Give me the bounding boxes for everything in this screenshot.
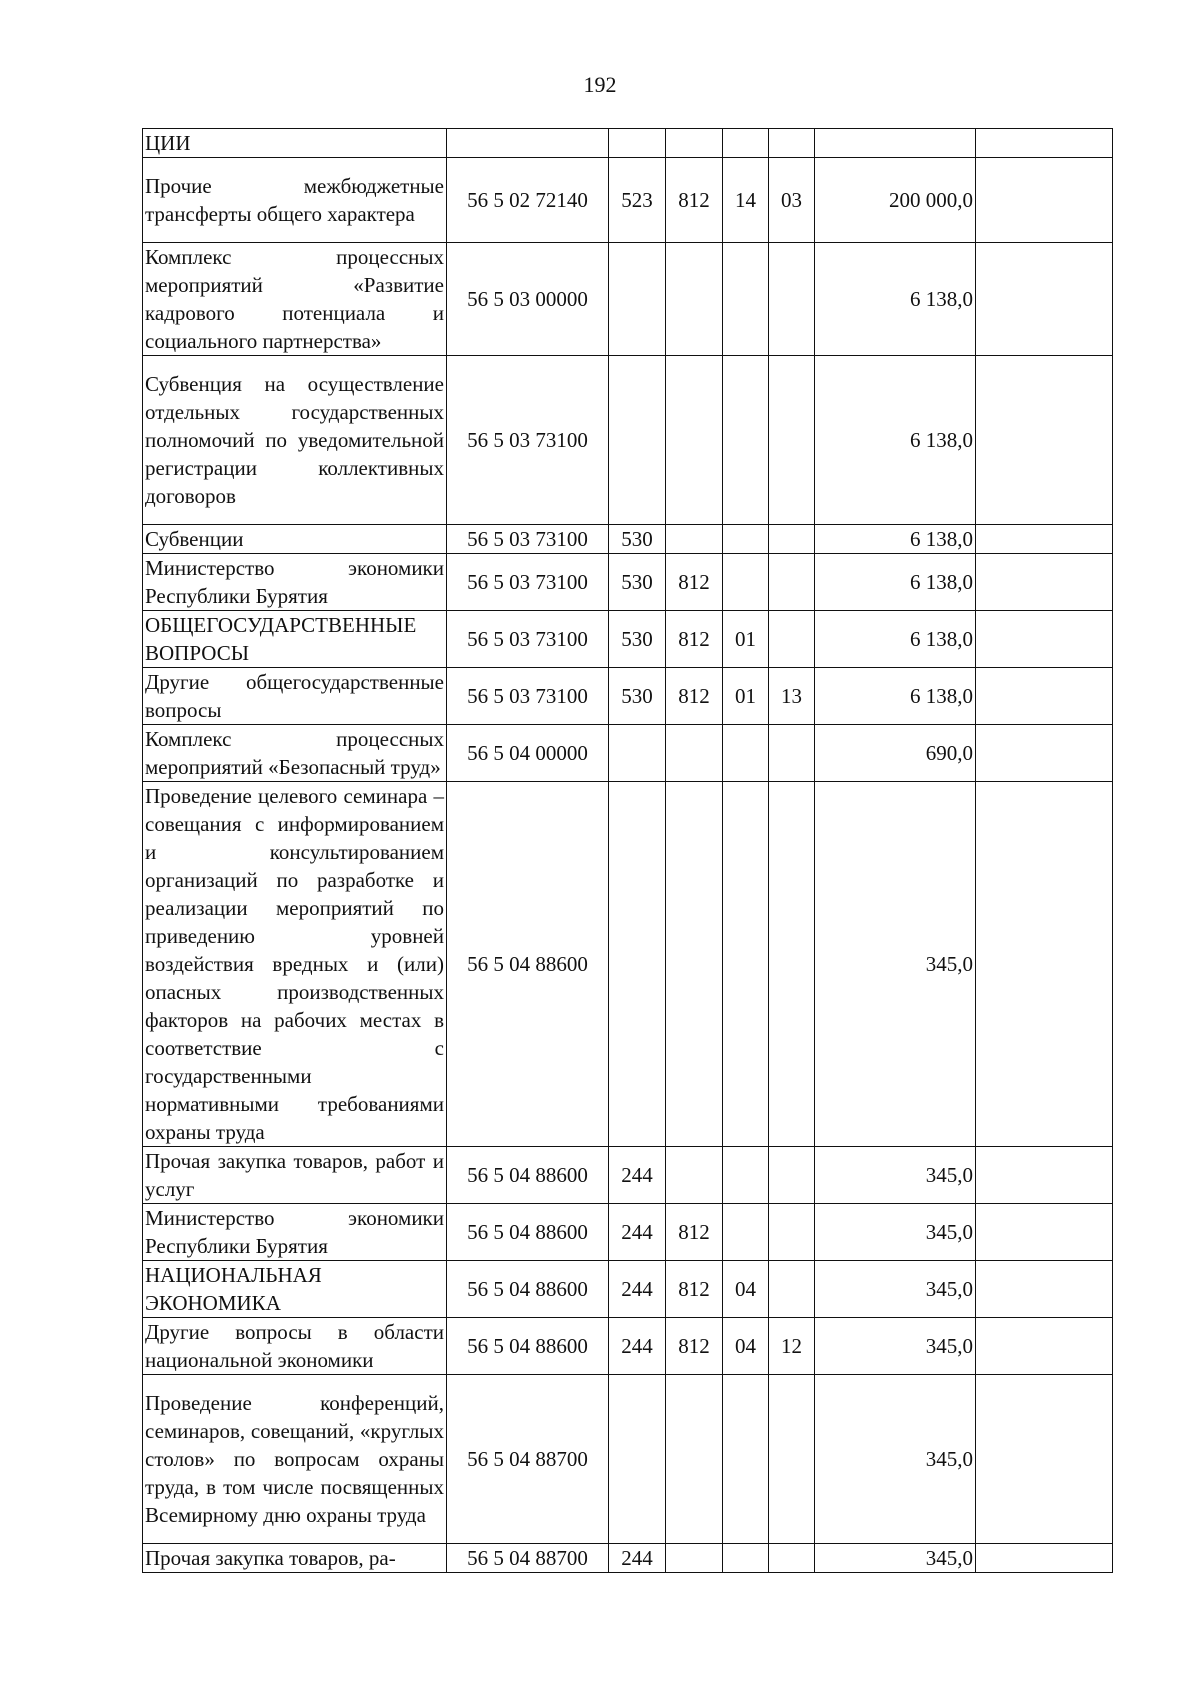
expense-type-code [609,243,666,356]
row-name: Министерство экономики Республики Бурятия [143,554,447,611]
table-row [143,1147,1113,1204]
amount: 345,0 [815,1261,976,1318]
extra-cell [976,725,1113,782]
extra-cell [976,554,1113,611]
extra-cell [976,1261,1113,1318]
extra-cell [976,611,1113,668]
target-article-code: 56 5 03 73100 [447,356,609,525]
extra-cell [976,1147,1113,1204]
extra-cell [976,668,1113,725]
ministry-code [666,1544,723,1573]
table-row [143,129,1113,158]
amount: 345,0 [815,1147,976,1204]
amount [815,129,976,158]
target-article-code: 56 5 03 73100 [447,525,609,554]
subsection-code [769,1544,815,1573]
row-name: ОБЩЕГОСУДАРСТВЕННЫЕ ВОПРОСЫ [143,611,447,668]
ministry-code: 812 [666,611,723,668]
section-code [723,1544,769,1573]
amount: 6 138,0 [815,668,976,725]
section-code [723,725,769,782]
expense-type-code: 530 [609,554,666,611]
table-row [143,725,1113,782]
row-name: НАЦИОНАЛЬНАЯ ЭКОНОМИКА [143,1261,447,1318]
section-code [723,782,769,1147]
target-article-code [447,129,609,158]
subsection-code [769,554,815,611]
row-name: Проведение целевого семинара – совещания с информированием и консультированием организаций по разработке и реализации мероприятий по приведению уровней воздействия вредных и (или) опасных производственных факторов на рабочих местах в соответствие с государственными нормативными требованиями охраны труда [143,782,447,1147]
section-code [723,1204,769,1261]
extra-cell [976,782,1113,1147]
amount: 6 138,0 [815,243,976,356]
expense-type-code [609,782,666,1147]
expense-type-code [609,1375,666,1544]
ministry-code: 812 [666,1318,723,1375]
ministry-code [666,782,723,1147]
expense-type-code: 530 [609,668,666,725]
page-number: 192 [583,72,617,97]
section-code [723,1147,769,1204]
amount: 6 138,0 [815,611,976,668]
subsection-code [769,1204,815,1261]
subsection-code [769,356,815,525]
amount: 345,0 [815,1375,976,1544]
table-row [143,1204,1113,1261]
ministry-code: 812 [666,1204,723,1261]
extra-cell [976,129,1113,158]
ministry-code [666,725,723,782]
expense-type-code: 523 [609,158,666,243]
ministry-code [666,1375,723,1544]
row-name: Прочая закупка товаров, ра- [143,1544,447,1573]
section-code [723,129,769,158]
ministry-code: 812 [666,1261,723,1318]
expense-type-code: 244 [609,1544,666,1573]
row-name: Прочие межбюджетные трансферты общего характера [143,158,447,243]
ministry-code: 812 [666,668,723,725]
extra-cell [976,158,1113,243]
target-article-code: 56 5 04 88600 [447,1204,609,1261]
target-article-code: 56 5 04 88700 [447,1375,609,1544]
table-row [143,525,1113,554]
amount: 345,0 [815,1318,976,1375]
row-name: Министерство экономики Республики Бурятия [143,1204,447,1261]
extra-cell [976,1318,1113,1375]
section-code: 01 [723,611,769,668]
extra-cell [976,356,1113,525]
table-row [143,1544,1113,1573]
section-code [723,525,769,554]
ministry-code [666,356,723,525]
expense-type-code: 244 [609,1318,666,1375]
subsection-code [769,782,815,1147]
row-name: Проведение конференций, семинаров, совещаний, «круглых столов» по вопросам охраны труда, в том числе посвященных Всемирному дню охраны труда [143,1375,447,1544]
row-name: Комплекс процессных мероприятий «Безопасный труд» [143,725,447,782]
ministry-code [666,243,723,356]
target-article-code: 56 5 03 73100 [447,668,609,725]
target-article-code: 56 5 04 00000 [447,725,609,782]
expense-type-code [609,725,666,782]
section-code: 01 [723,668,769,725]
row-name: Прочая закупка товаров, работ и услуг [143,1147,447,1204]
section-code [723,356,769,525]
subsection-code: 03 [769,158,815,243]
target-article-code: 56 5 04 88600 [447,1147,609,1204]
ministry-code [666,525,723,554]
expense-type-code: 244 [609,1147,666,1204]
extra-cell [976,1375,1113,1544]
subsection-code [769,1147,815,1204]
ministry-code [666,129,723,158]
extra-cell [976,1204,1113,1261]
target-article-code: 56 5 04 88600 [447,782,609,1147]
expense-type-code: 244 [609,1261,666,1318]
section-code [723,243,769,356]
row-name: ЦИИ [143,129,447,158]
section-code: 14 [723,158,769,243]
expense-type-code: 530 [609,611,666,668]
table-row [143,158,1113,243]
table-row [143,1375,1113,1544]
expense-type-code: 530 [609,525,666,554]
section-code: 04 [723,1261,769,1318]
expense-type-code [609,129,666,158]
table-row [143,243,1113,356]
subsection-code: 12 [769,1318,815,1375]
table-row [143,1261,1113,1318]
target-article-code: 56 5 04 88600 [447,1318,609,1375]
target-article-code: 56 5 02 72140 [447,158,609,243]
amount: 6 138,0 [815,554,976,611]
subsection-code [769,243,815,356]
section-code [723,1375,769,1544]
amount: 345,0 [815,1204,976,1261]
amount: 6 138,0 [815,525,976,554]
target-article-code: 56 5 03 00000 [447,243,609,356]
extra-cell [976,525,1113,554]
table-row [143,611,1113,668]
amount: 6 138,0 [815,356,976,525]
target-article-code: 56 5 03 73100 [447,554,609,611]
subsection-code [769,525,815,554]
table-row [143,782,1113,1147]
section-code [723,554,769,611]
table-row [143,1318,1113,1375]
amount: 200 000,0 [815,158,976,243]
section-code: 04 [723,1318,769,1375]
expense-type-code: 244 [609,1204,666,1261]
row-name: Другие общегосударственные вопросы [143,668,447,725]
amount: 690,0 [815,725,976,782]
target-article-code: 56 5 04 88700 [447,1544,609,1573]
row-name: Субвенция на осуществление отдельных государственных полномочий по уведомительной регистрации коллективных договоров [143,356,447,525]
budget-table [142,128,1113,1573]
amount: 345,0 [815,782,976,1147]
table-row [143,554,1113,611]
subsection-code [769,1375,815,1544]
ministry-code: 812 [666,554,723,611]
subsection-code [769,1261,815,1318]
subsection-code [769,611,815,668]
extra-cell [976,1544,1113,1573]
row-name: Субвенции [143,525,447,554]
amount: 345,0 [815,1544,976,1573]
target-article-code: 56 5 04 88600 [447,1261,609,1318]
ministry-code [666,1147,723,1204]
subsection-code [769,129,815,158]
subsection-code: 13 [769,668,815,725]
row-name: Другие вопросы в области национальной экономики [143,1318,447,1375]
ministry-code: 812 [666,158,723,243]
expense-type-code [609,356,666,525]
subsection-code [769,725,815,782]
table-row [143,668,1113,725]
row-name: Комплекс процессных мероприятий «Развитие кадрового потенциала и социального партнерства» [143,243,447,356]
target-article-code: 56 5 03 73100 [447,611,609,668]
table-row [143,356,1113,525]
extra-cell [976,243,1113,356]
